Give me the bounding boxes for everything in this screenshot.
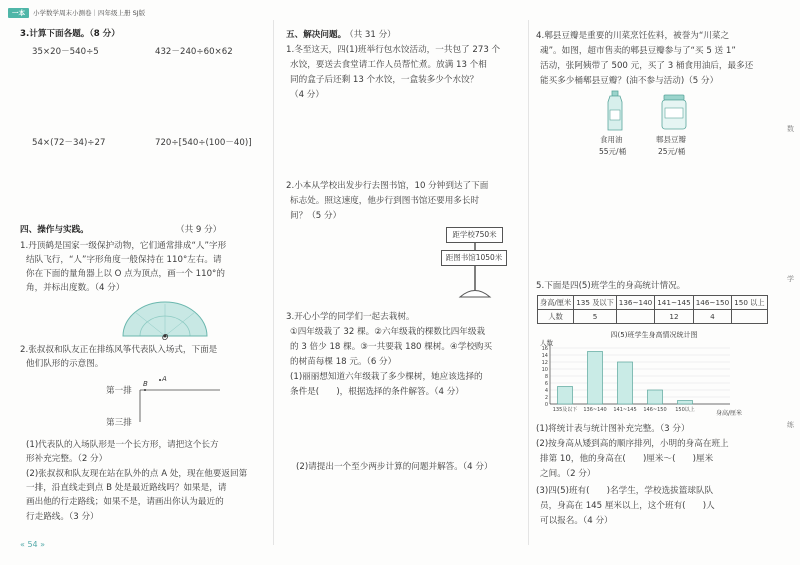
header-title: 小学数学周末小测卷｜四年级上册 SJ版 [33, 9, 146, 17]
q5-5-part2-line2: 排第 10，他的身高在( )厘米～( )厘米 [540, 454, 714, 464]
chart-ytick-label: 14 [541, 353, 548, 359]
chart-bar [618, 362, 633, 404]
q5-2-line2: 标志处。照这速度，他步行到图书馆还要用多长时 [290, 196, 480, 206]
q5-3-line4: 的树苗每棵 18 元。（6 分） [290, 357, 397, 367]
q4-1-line2: 结队飞行，“人”字形角度一般保持在 110°左右。请 [26, 255, 222, 265]
chart-bar [648, 390, 663, 404]
q5-1-line3: 同的盒子后还剩 13 个水饺，一盒装多少个水饺？ [290, 75, 479, 85]
row-3-label: 第三排 [106, 418, 132, 428]
sign-school-distance: 距学校750米 [446, 227, 503, 243]
page-number: « 54 » [20, 540, 46, 549]
section-4-title: 四、操作与实践。 [20, 225, 89, 235]
series-tag: 一本 [8, 8, 29, 18]
q5-2-line1: 2.小本从学校出发步行去图书馆，10 分钟到达了下面 [286, 181, 489, 191]
q5-5-part1: (1)将统计表与统计图补充完整。（3 分） [536, 424, 690, 434]
calc-3: 54×(72－34)÷27 [32, 138, 106, 148]
q4-1-line3: 你在下面的量角器上以 O 点为顶点，画一个 110°的 [26, 269, 225, 279]
q4-2-part2-line4: 行走路线。（3 分） [26, 512, 99, 522]
q4-1-line4: 角，并标出度数。（4 分） [26, 283, 125, 293]
q5-3-line1: 3.开心小学的同学们一起去栽树。 [286, 312, 415, 322]
table-cell[interactable]: 4 [693, 310, 731, 324]
chart-ylabel: 人数 [540, 339, 553, 347]
table-header-cell: 身高/厘米 [538, 296, 574, 310]
height-bar-chart [536, 328, 751, 420]
oil-bottle-icon [603, 90, 627, 132]
table-header-cell: 150 以上 [732, 296, 767, 310]
chart-bar [678, 401, 693, 405]
item-paste-name: 郫县豆瓣 [656, 135, 686, 144]
table-header-cell: 141~145 [655, 296, 693, 310]
chart-ytick-label: 0 [544, 402, 548, 408]
chart-xtick-label: 146~150 [643, 407, 667, 413]
point-a-label: A [162, 375, 167, 383]
point-o-label: O [162, 333, 169, 342]
chart-xlabel: 身高/厘米 [715, 410, 742, 417]
column-divider [528, 20, 529, 545]
bean-paste-jar-icon [660, 94, 688, 130]
page-header [8, 7, 145, 18]
chart-ytick-label: 6 [544, 381, 548, 387]
q5-5-part3-line1: (3)四(5)班有( )名学生，学校选拔篮球队队 [536, 486, 714, 496]
chart-xtick-label: 135及以下 [552, 407, 578, 413]
point-b-label: B [143, 380, 148, 388]
height-table [537, 295, 768, 324]
q4-2-part2-line2: 一排，沿直线走到点 B 处是最近路线吗？如果是，请 [26, 483, 227, 493]
table-cell[interactable] [732, 310, 767, 324]
row-1-label: 第一排 [106, 386, 132, 396]
side-mark: 练 [787, 421, 794, 429]
chart-ytick-label: 10 [541, 367, 548, 373]
q5-5-part3-line3: 可以报名。（4 分） [540, 516, 613, 526]
calc-4: 720÷[540÷(100－40)] [155, 138, 252, 148]
chart-ytick-label: 4 [544, 388, 548, 394]
table-header-cell: 136~140 [616, 296, 654, 310]
q5-4-line4: 能买多少桶郫县豆瓣？(油不参与活动)（5 分） [540, 76, 719, 86]
section-5-title: 五、解决问题。 [286, 30, 347, 40]
chart-ytick-label: 12 [541, 360, 548, 366]
q4-2-part2-line1: (2)张叔叔和队友现在站在队外的点 A 处，现在他要返回第 [26, 469, 248, 479]
chart-title: 四(5)班学生身高情况统计图 [610, 331, 698, 339]
chart-ytick-label: 8 [544, 374, 548, 380]
table-header-cell: 146~150 [693, 296, 731, 310]
q5-5-part2-line3: 之间。（2 分） [540, 469, 596, 479]
q4-2-line2: 他们队形的示意图。 [26, 359, 104, 369]
q5-3-line3: 的 3 倍少 18 棵。③一共要栽 180 棵树。④学校购买 [290, 342, 493, 352]
q5-3-line6: 条件是( )，根据选择的条件解答。（4 分） [290, 387, 464, 397]
chart-ytick-label: 16 [541, 346, 548, 352]
q4-2-part2-line3: 画出他的行走路线；如果不是，请画出你认为最近的 [26, 497, 224, 507]
q4-2-part1-line2: 形补充完整。（2 分） [26, 454, 108, 464]
table-cell[interactable] [616, 310, 654, 324]
item-paste-price: 25元/桶 [658, 147, 686, 156]
q4-2-part1-line1: (1)代表队的入场队形是一个长方形，请把这个长方 [26, 440, 219, 450]
table-row-label: 人数 [538, 310, 574, 324]
section-4-score: （共 9 分） [176, 225, 222, 235]
calc-1: 35×20－540÷5 [32, 47, 99, 57]
q5-1-line1: 1.冬至这天，四(1)班举行包水饺活动，一共包了 273 个 [286, 45, 501, 55]
q5-5-part2-line1: (2)按身高从矮到高的顺序排列，小明的身高在班上 [536, 439, 729, 449]
chart-xtick-label: 150以上 [675, 407, 695, 413]
q5-1-line2: 水饺，要送去食堂请工作人员帮忙煮。放满 13 个相 [290, 60, 487, 70]
section-5-score: （共 31 分） [345, 30, 396, 40]
chart-xtick-label: 141~145 [613, 407, 637, 413]
q3-title: 3.计算下面各题。（8 分） [20, 29, 120, 39]
q4-1-line1: 1.丹顶鹤是国家一级保护动物，它们通常排成“人”字形 [20, 241, 227, 251]
q5-4-line3: 活动，张阿姨带了 500 元，买了 3 桶食用油后，最多还 [540, 61, 754, 71]
q5-1-line4: （4 分） [290, 90, 324, 100]
side-mark: 学 [787, 275, 794, 283]
q5-5-part3-line2: 员，身高在 145 厘米以上，这个班有( )人 [540, 501, 715, 511]
chart-bar [558, 387, 573, 405]
chart-xtick-label: 136~140 [583, 407, 607, 413]
chart-ytick-label: 2 [544, 395, 548, 401]
q5-3-part2: (2)请提出一个至少两步计算的问题并解答。（4 分） [296, 462, 493, 472]
side-mark: 数 [787, 125, 794, 133]
q5-3-line2: ①四年级栽了 32 棵。②六年级栽的棵数比四年级栽 [290, 327, 486, 337]
sign-library-distance: 距图书馆1050米 [441, 250, 507, 266]
q5-5-title: 5.下面是四(5)班学生的身高统计情况。 [536, 281, 686, 291]
table-row [538, 310, 768, 324]
q5-4-line2: 魂”。如图，超市售卖的郫县豆瓣参与了“买 5 送 1” [540, 46, 736, 56]
q5-3-line5: (1)丽丽想知道六年级栽了多少棵树，她应该选择的 [290, 372, 483, 382]
chart-bar [588, 352, 603, 405]
calc-2: 432－240÷60×62 [155, 47, 233, 57]
q4-2-line1: 2.张叔叔和队友正在排练风筝代表队入场式，下面是 [20, 345, 218, 355]
table-cell[interactable]: 5 [574, 310, 617, 324]
q5-2-line3: 间？（5 分） [290, 211, 342, 221]
item-oil-name: 食用油 [600, 135, 623, 144]
table-header-row [538, 296, 768, 310]
table-cell[interactable]: 12 [655, 310, 693, 324]
q5-4-line1: 4.郫县豆瓣是重要的川菜烹饪佐料，被誉为“川菜之 [536, 31, 730, 41]
item-oil-price: 55元/桶 [599, 147, 627, 156]
table-header-cell: 135 及以下 [574, 296, 617, 310]
column-divider [273, 20, 274, 545]
